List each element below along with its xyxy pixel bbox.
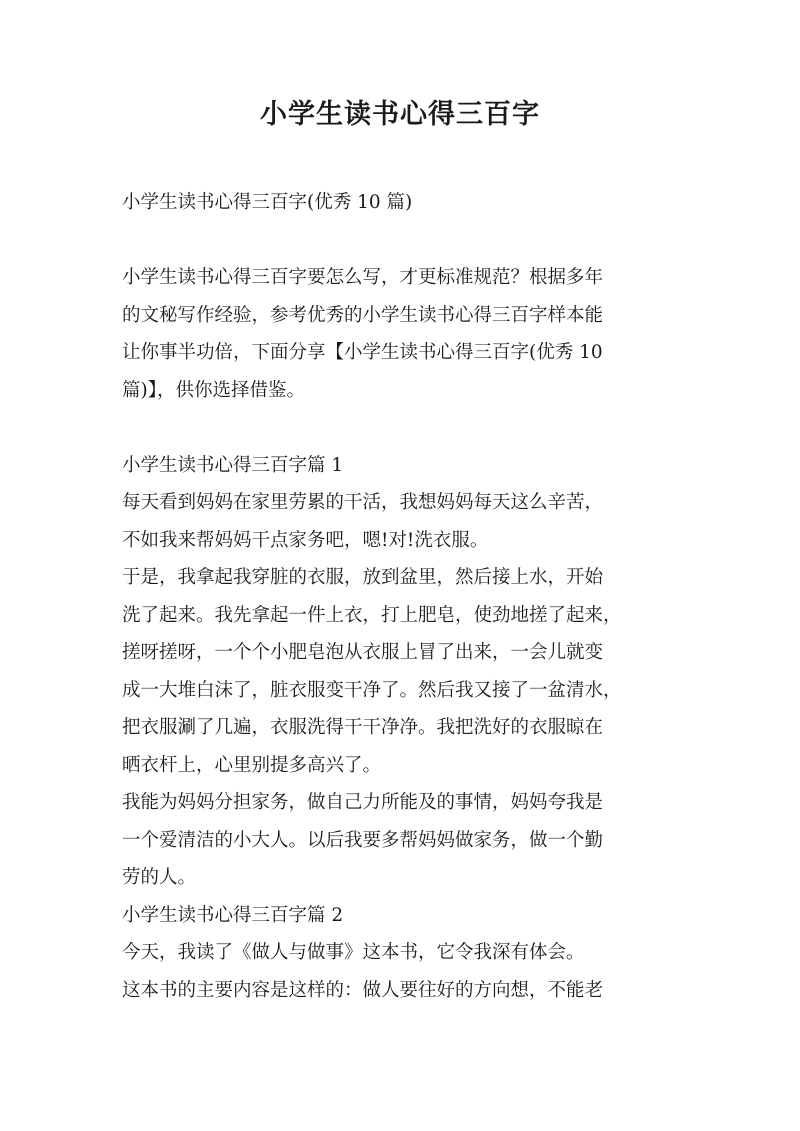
document-title: 小学生读书心得三百字 bbox=[260, 99, 540, 130]
paragraph-line: 洗了起来。我先拿起一件上衣，打上肥皂，使劲地搓了起来， bbox=[122, 604, 622, 626]
paragraph-line: 今天，我读了《做人与做事》这本书，它令我深有体会。 bbox=[122, 942, 585, 963]
paragraph-line: 把衣服涮了几遍，衣服洗得干干净净。我把洗好的衣服晾在 bbox=[122, 717, 604, 738]
document-body bbox=[122, 184, 682, 1009]
section-heading: 小学生读书心得三百字篇 2 bbox=[122, 904, 344, 926]
section-heading: 小学生读书心得三百字篇 1 bbox=[122, 454, 344, 476]
paragraph-line: 成一大堆白沫了，脏衣服变干净了。然后我又接了一盆清水， bbox=[122, 679, 622, 701]
intro-line: 篇)】，供你选择借鉴。 bbox=[122, 379, 305, 401]
intro-line: 让你事半功倍，下面分享【小学生读书心得三百字(优秀 10 bbox=[122, 342, 603, 363]
intro-line: 的文秘写作经验，参考优秀的小学生读书心得三百字样本能 bbox=[122, 304, 604, 326]
subtitle-line: 小学生读书心得三百字(优秀 10 篇) bbox=[122, 192, 413, 213]
intro-line: 小学生读书心得三百字要怎么写，才更标准规范？根据多年 bbox=[122, 267, 604, 288]
paragraph-line: 晒衣杆上，心里别提多高兴了。 bbox=[122, 754, 382, 776]
paragraph-line: 我能为妈妈分担家务，做自己力所能及的事情，妈妈夸我是 bbox=[122, 792, 604, 813]
blank-line bbox=[122, 409, 682, 447]
paragraph-line: 每天看到妈妈在家里劳累的干活，我想妈妈每天这么辛苦， bbox=[122, 492, 604, 513]
paragraph-line: 劳的人。 bbox=[122, 867, 197, 888]
paragraph-line: 这本书的主要内容是这样的：做人要往好的方向想，不能老 bbox=[122, 979, 604, 1001]
paragraph-line: 不如我来帮妈妈干点家务吧，嗯!对!洗衣服。 bbox=[122, 529, 489, 551]
paragraph-line: 一个爱清洁的小大人。以后我要多帮妈妈做家务，做一个勤 bbox=[122, 829, 604, 851]
paragraph-line: 搓呀搓呀，一个个小肥皂泡从衣服上冒了出来，一会儿就变 bbox=[122, 642, 604, 663]
blank-line bbox=[122, 222, 682, 260]
paragraph-line: 于是，我拿起我穿脏的衣服，放到盆里，然后接上水，开始 bbox=[122, 567, 604, 588]
